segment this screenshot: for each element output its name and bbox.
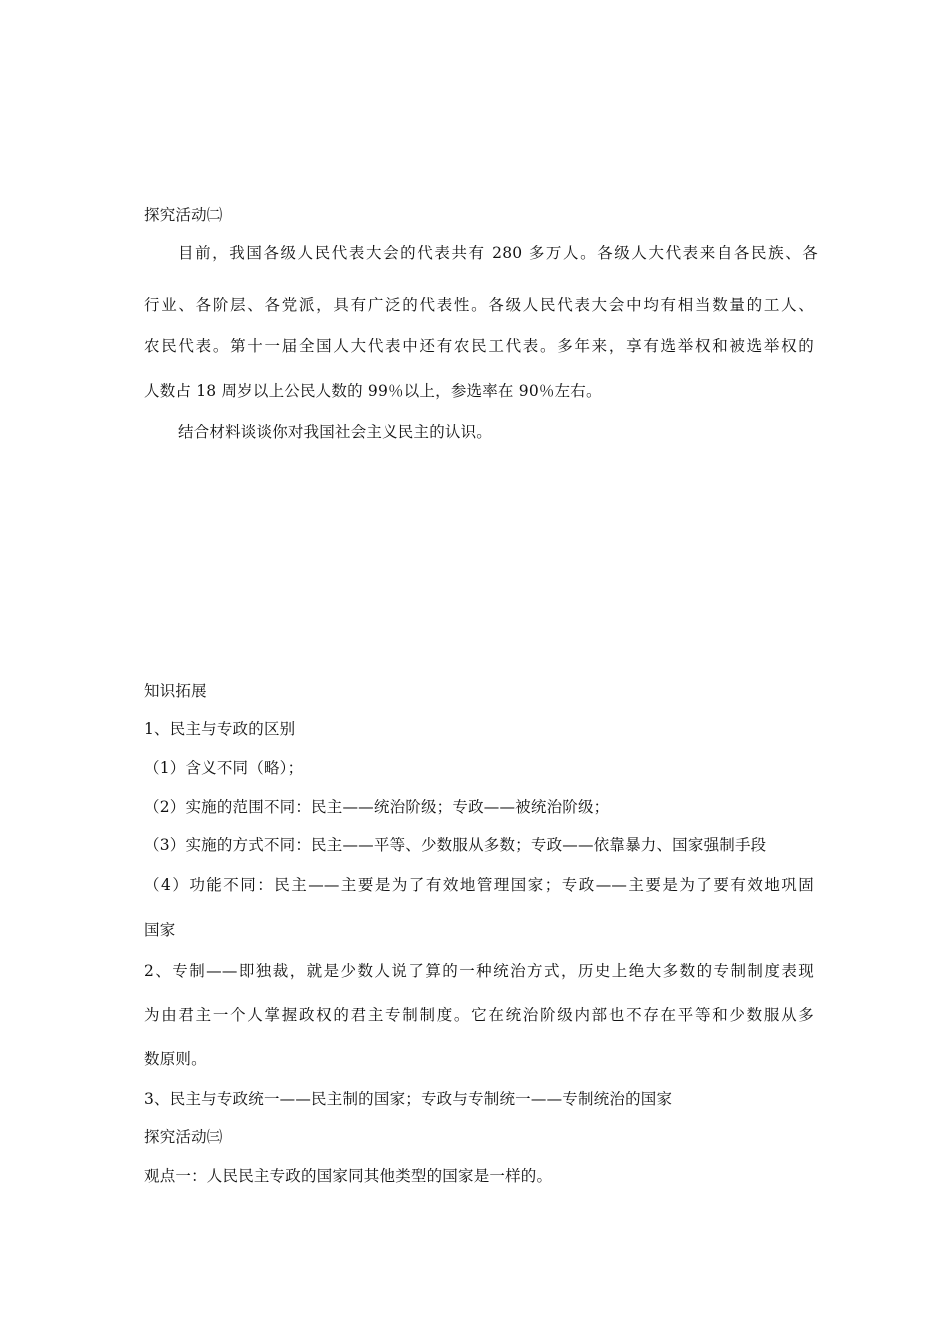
- knowledge-item1-title: 1、民主与专政的区别: [144, 720, 296, 738]
- activity2-paragraph-line-4: 人数占 18 周岁以上公民人数的 99％以上，参选率在 90％左右。: [144, 382, 602, 400]
- knowledge-item2-line-1: 2、专制——即独裁，就是少数人说了算的一种统治方式，历史上绝大多数的专制制度表现: [144, 962, 814, 980]
- knowledge-heading: 知识拓展: [144, 682, 207, 700]
- knowledge-item2-line-2: 为由君主一个人掌握政权的君主专制制度。它在统治阶级内部也不存在平等和少数服从多: [144, 1006, 814, 1024]
- activity2-heading: 探究活动㈡: [144, 206, 223, 224]
- activity3-viewpoint1: 观点一：人民民主专政的国家同其他类型的国家是一样的。: [144, 1167, 553, 1185]
- knowledge-item1-point-4: （4）功能不同：民主——主要是为了有效地管理国家；专政——主要是为了要有效地巩固: [144, 876, 814, 894]
- knowledge-item1-point-2: （2）实施的范围不同：民主——统治阶级；专政——被统治阶级；: [144, 798, 610, 816]
- activity2-paragraph-line-2: 行业、各阶层、各党派，具有广泛的代表性。各级人民代表大会中均有相当数量的工人、: [144, 296, 814, 314]
- knowledge-item1-point-4-cont: 国家: [144, 921, 176, 939]
- knowledge-item2-line-3: 数原则。: [144, 1050, 207, 1068]
- knowledge-item1-point-3: （3）实施的方式不同：民主——平等、少数服从多数；专政——依靠暴力、国家强制手段: [144, 836, 767, 854]
- knowledge-item1-point-1: （1）含义不同（略）；: [144, 759, 304, 777]
- activity2-question: 结合材料谈谈你对我国社会主义民主的认识。: [178, 423, 493, 441]
- activity2-paragraph-line-3: 农民代表。第十一届全国人大代表中还有农民工代表。多年来，享有选举权和被选举权的: [144, 337, 814, 355]
- knowledge-item3: 3、民主与专政统一——民主制的国家；专政与专制统一——专制统治的国家: [144, 1090, 673, 1108]
- activity3-heading: 探究活动㈢: [144, 1128, 223, 1146]
- activity2-paragraph-line-1: 目前，我国各级人民代表大会的代表共有 280 多万人。各级人大代表来自各民族、各: [178, 244, 818, 262]
